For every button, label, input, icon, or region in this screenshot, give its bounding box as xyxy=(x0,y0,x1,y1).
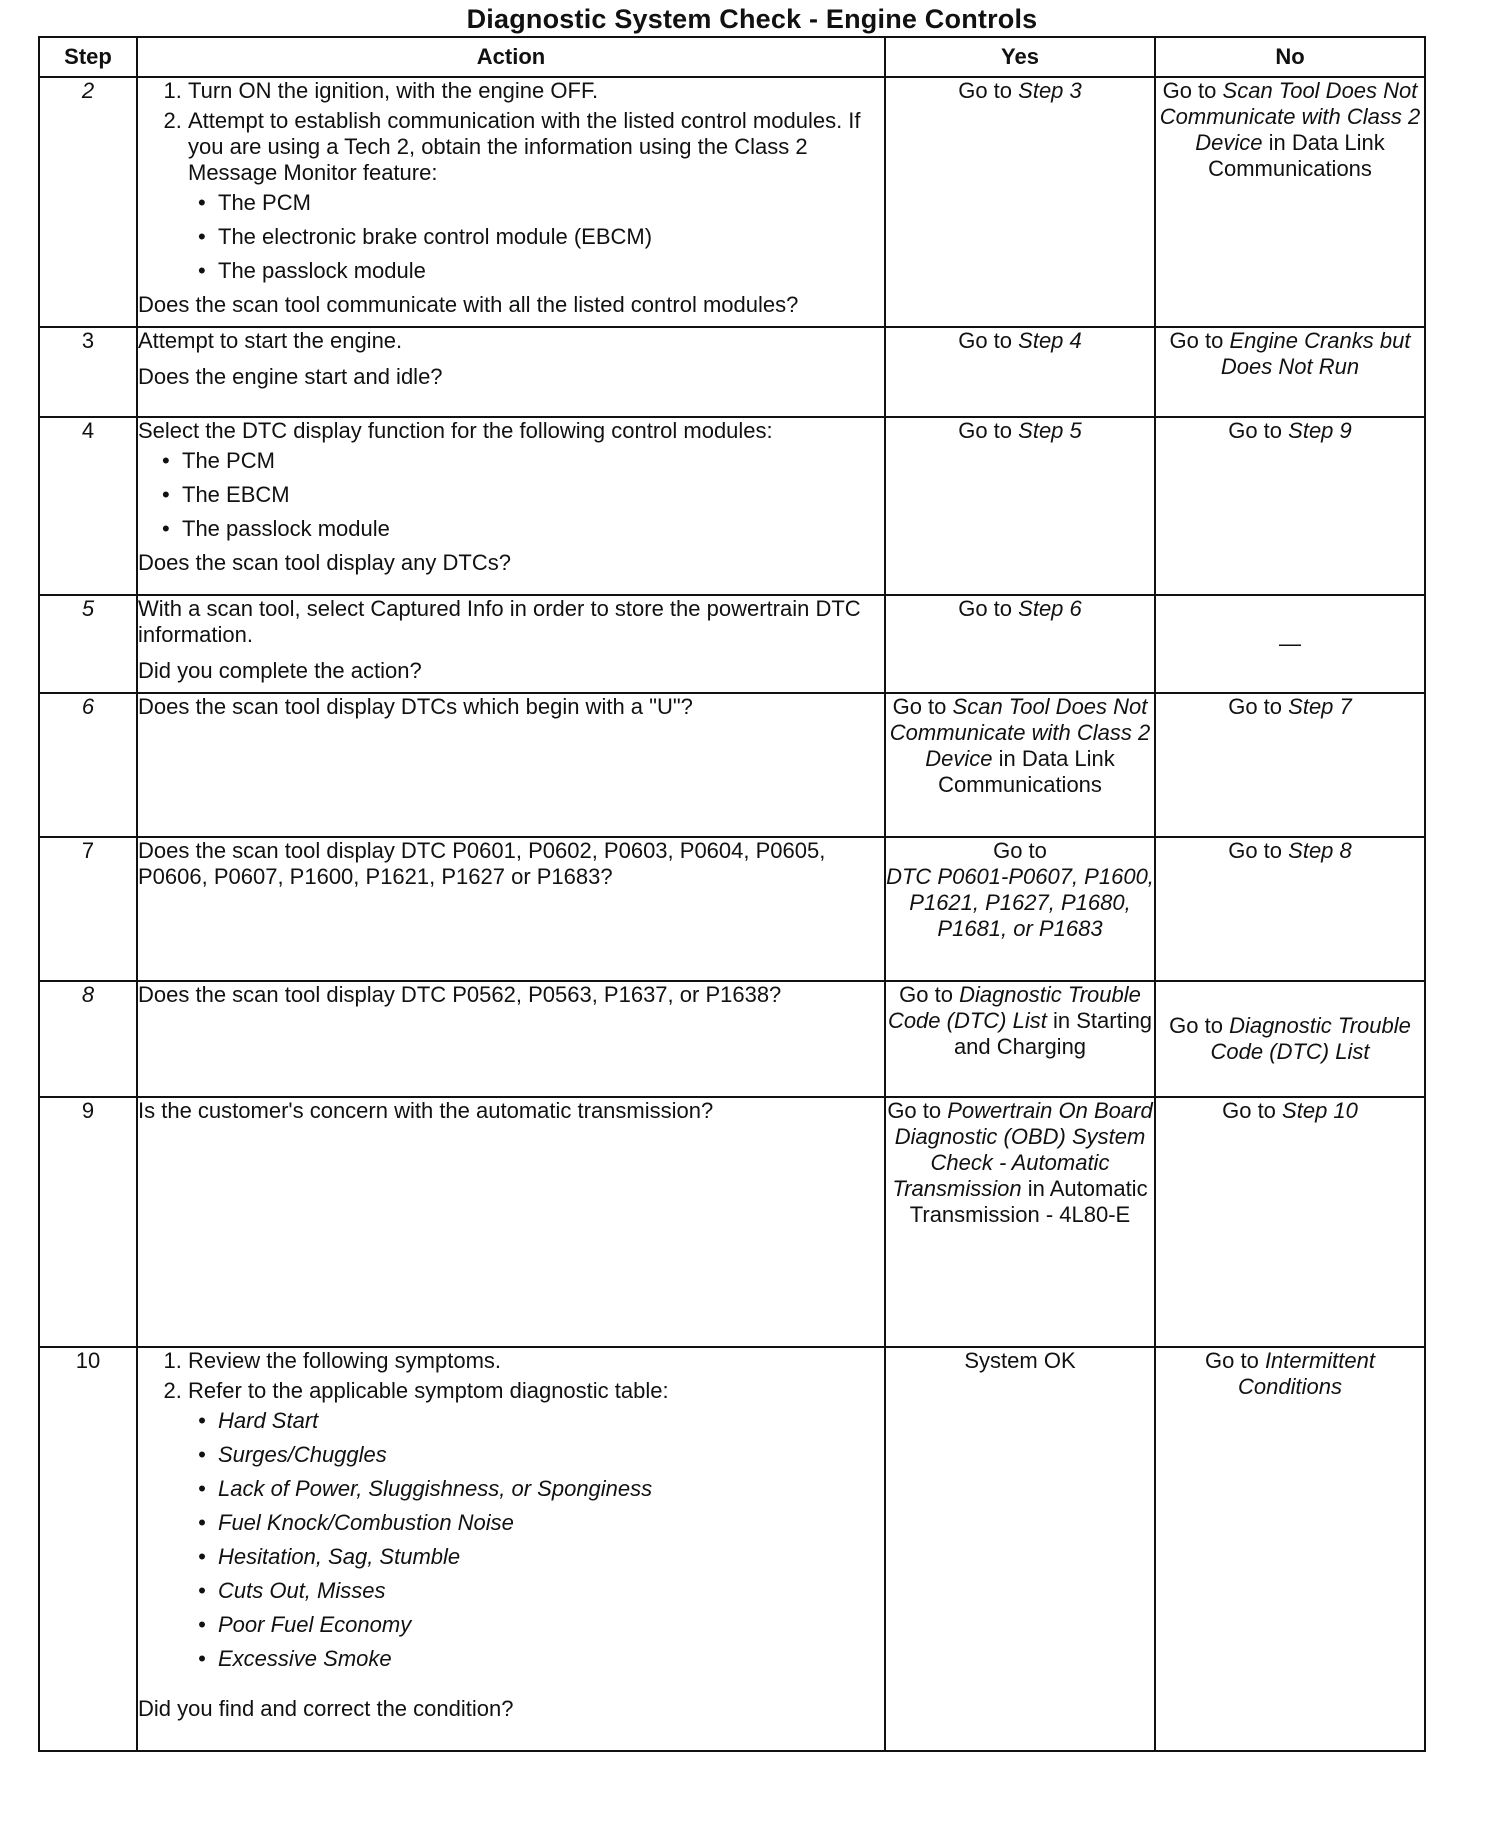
no-cell xyxy=(1155,981,1425,1097)
result-target: Engine Cranks but Does Not Run xyxy=(1220,328,1411,379)
header-no: No xyxy=(1155,37,1425,77)
step-number: 10 xyxy=(39,1347,137,1751)
question-text: Did you find and correct the condition? xyxy=(138,1696,514,1721)
result-target: Step 7 xyxy=(1288,694,1352,719)
result-target: Powertrain On Board Diagnostic (OBD) System Check - Automatic Transmission xyxy=(892,1098,1153,1201)
action-cell xyxy=(137,417,885,595)
result-target: Intermittent Conditions xyxy=(1238,1348,1375,1399)
yes-cell xyxy=(885,417,1155,595)
yes-cell xyxy=(885,1097,1155,1347)
bullet-list xyxy=(196,190,884,284)
result-prefix: Go to xyxy=(892,694,947,719)
table-row xyxy=(39,595,1425,693)
result-prefix: Go to xyxy=(958,328,1013,353)
table-row xyxy=(39,327,1425,417)
step-number: 8 xyxy=(39,981,137,1097)
result-target: Step 8 xyxy=(1288,838,1352,863)
result-target: Diagnostic Trouble Code (DTC) List xyxy=(1210,1013,1411,1064)
result-prefix: Go to xyxy=(1222,1098,1276,1123)
header-row xyxy=(39,37,1425,77)
result-suffix: in Data Link Communications xyxy=(938,746,1115,797)
list-item: 1. Turn ON the ignition, with the engine OFF. xyxy=(188,78,884,104)
list-item: • Cuts Out, Misses xyxy=(196,1578,884,1604)
yes-cell xyxy=(885,693,1155,837)
page-title: Diagnostic System Check - Engine Controls xyxy=(466,4,1038,34)
no-cell xyxy=(1155,595,1425,693)
bullet-list xyxy=(196,1408,884,1672)
result-prefix: Go to xyxy=(1228,838,1283,863)
question-text: Does the scan tool communicate with all the listed control modules? xyxy=(138,292,799,317)
action-cell xyxy=(137,77,885,327)
result-prefix: Go to xyxy=(958,418,1013,443)
list-item: • Fuel Knock/Combustion Noise xyxy=(196,1510,884,1536)
yes-cell xyxy=(885,837,1155,981)
action-cell xyxy=(137,837,885,981)
result-prefix: Go to xyxy=(993,838,1047,863)
result-prefix: Go to xyxy=(1228,694,1283,719)
table-row xyxy=(39,837,1425,981)
no-cell xyxy=(1155,1097,1425,1347)
result-suffix: in Starting and Charging xyxy=(953,1008,1153,1059)
yes-cell xyxy=(885,77,1155,327)
result-target: Step 10 xyxy=(1282,1098,1358,1123)
list-item: • Surges/Chuggles xyxy=(196,1442,884,1468)
step-number: 2 xyxy=(39,77,137,327)
list-item xyxy=(188,1378,884,1672)
result-target: Step 9 xyxy=(1288,418,1352,443)
list-item xyxy=(188,108,884,284)
action-cell xyxy=(137,1097,885,1347)
table-row xyxy=(39,981,1425,1097)
no-cell xyxy=(1155,693,1425,837)
result-prefix: Go to xyxy=(899,982,953,1007)
action-cell xyxy=(137,1347,885,1751)
step-number: 3 xyxy=(39,327,137,417)
result-target: Diagnostic Trouble Code (DTC) List xyxy=(887,982,1141,1033)
step-number: 9 xyxy=(39,1097,137,1347)
yes-cell xyxy=(885,327,1155,417)
header-action: Action xyxy=(137,37,885,77)
result-prefix: Go to xyxy=(1228,418,1283,443)
list-item-text: Refer to the applicable symptom diagnostic table: xyxy=(188,1378,669,1403)
step-number: 4 xyxy=(39,417,137,595)
action-line: Attempt to start the engine. xyxy=(138,328,403,353)
result-target: Step 4 xyxy=(1018,328,1082,353)
result-prefix: Go to xyxy=(1205,1348,1259,1373)
action-line: Select the DTC display function for the following control modules: xyxy=(138,418,773,443)
list-item: 1. Review the following symptoms. xyxy=(188,1348,884,1374)
list-item: • The electronic brake control module (EBCM) xyxy=(196,224,884,250)
table-row xyxy=(39,77,1425,327)
step-number: 6 xyxy=(39,693,137,837)
question-text: Does the scan tool display DTC P0562, P0563, P1637, or P1638? xyxy=(138,982,782,1007)
result-prefix: Go to xyxy=(1162,78,1217,103)
result-suffix: in Data Link Communications xyxy=(1208,130,1385,181)
header-yes: Yes xyxy=(885,37,1155,77)
result-target: Step 5 xyxy=(1018,418,1082,443)
list-item: • The EBCM xyxy=(160,482,884,508)
question-text: Did you complete the action? xyxy=(138,658,422,683)
list-item: • The passlock module xyxy=(196,258,884,284)
result-prefix: Go to xyxy=(1169,328,1224,353)
header-step: Step xyxy=(39,37,137,77)
result-prefix: Go to xyxy=(958,596,1013,621)
result-text: System OK xyxy=(964,1348,1076,1373)
result-prefix: Go to xyxy=(1169,1013,1223,1038)
diagnostic-table xyxy=(38,36,1426,1752)
list-item: • Hard Start xyxy=(196,1408,884,1434)
table-row xyxy=(39,417,1425,595)
table-row xyxy=(39,693,1425,837)
question-text: Is the customer's concern with the automatic transmission? xyxy=(138,1098,714,1123)
result-target: Step 6 xyxy=(1018,596,1082,621)
question-text: Does the scan tool display DTC P0601, P0602, P0603, P0604, P0605, P0606, P0607, P1600, P1621, P1627 or P1683? xyxy=(138,838,826,889)
result-prefix: Go to xyxy=(958,78,1013,103)
action-cell xyxy=(137,981,885,1097)
list-item: • Poor Fuel Economy xyxy=(196,1612,884,1638)
yes-cell xyxy=(885,1347,1155,1751)
result-target: Scan Tool Does Not Communicate with Class 2 Device xyxy=(1159,78,1421,155)
list-item: • The passlock module xyxy=(160,516,884,542)
no-cell xyxy=(1155,837,1425,981)
result-target: DTC P0601-P0607, P1600, P1621, P1627, P1680, P1681, or P1683 xyxy=(886,864,1154,941)
bullet-list xyxy=(160,448,884,542)
list-item: • The PCM xyxy=(196,190,884,216)
table-row xyxy=(39,1347,1425,1751)
no-cell xyxy=(1155,327,1425,417)
action-cell xyxy=(137,327,885,417)
no-cell xyxy=(1155,1347,1425,1751)
result-prefix: Go to xyxy=(887,1098,942,1123)
result-target: Step 3 xyxy=(1018,78,1082,103)
no-cell xyxy=(1155,417,1425,595)
action-line: With a scan tool, select Captured Info in order to store the powertrain DTC information. xyxy=(138,596,861,647)
numbered-list xyxy=(138,78,884,284)
list-item: • The PCM xyxy=(160,448,884,474)
action-cell xyxy=(137,595,885,693)
no-cell xyxy=(1155,77,1425,327)
step-number: 5 xyxy=(39,595,137,693)
dash-text: — xyxy=(1279,631,1301,656)
result-target: Scan Tool Does Not Communicate with Class 2 Device xyxy=(889,694,1151,771)
question-text: Does the engine start and idle? xyxy=(138,364,443,389)
question-text: Does the scan tool display DTCs which begin with a "U"? xyxy=(138,694,693,719)
numbered-list xyxy=(138,1348,884,1672)
action-cell xyxy=(137,693,885,837)
yes-cell xyxy=(885,981,1155,1097)
result-suffix: in Automatic Transmission - 4L80-E xyxy=(909,1176,1148,1227)
table-row xyxy=(39,1097,1425,1347)
list-item: • Lack of Power, Sluggishness, or Sponginess xyxy=(196,1476,884,1502)
yes-cell xyxy=(885,595,1155,693)
list-item: • Hesitation, Sag, Stumble xyxy=(196,1544,884,1570)
question-text: Does the scan tool display any DTCs? xyxy=(138,550,511,575)
list-item: • Excessive Smoke xyxy=(196,1646,884,1672)
step-number: 7 xyxy=(39,837,137,981)
list-item-text: Attempt to establish communication with the listed control modules. If you are using a Tech 2, obtain the information using the Class 2 Message Monitor feature: xyxy=(188,108,861,185)
